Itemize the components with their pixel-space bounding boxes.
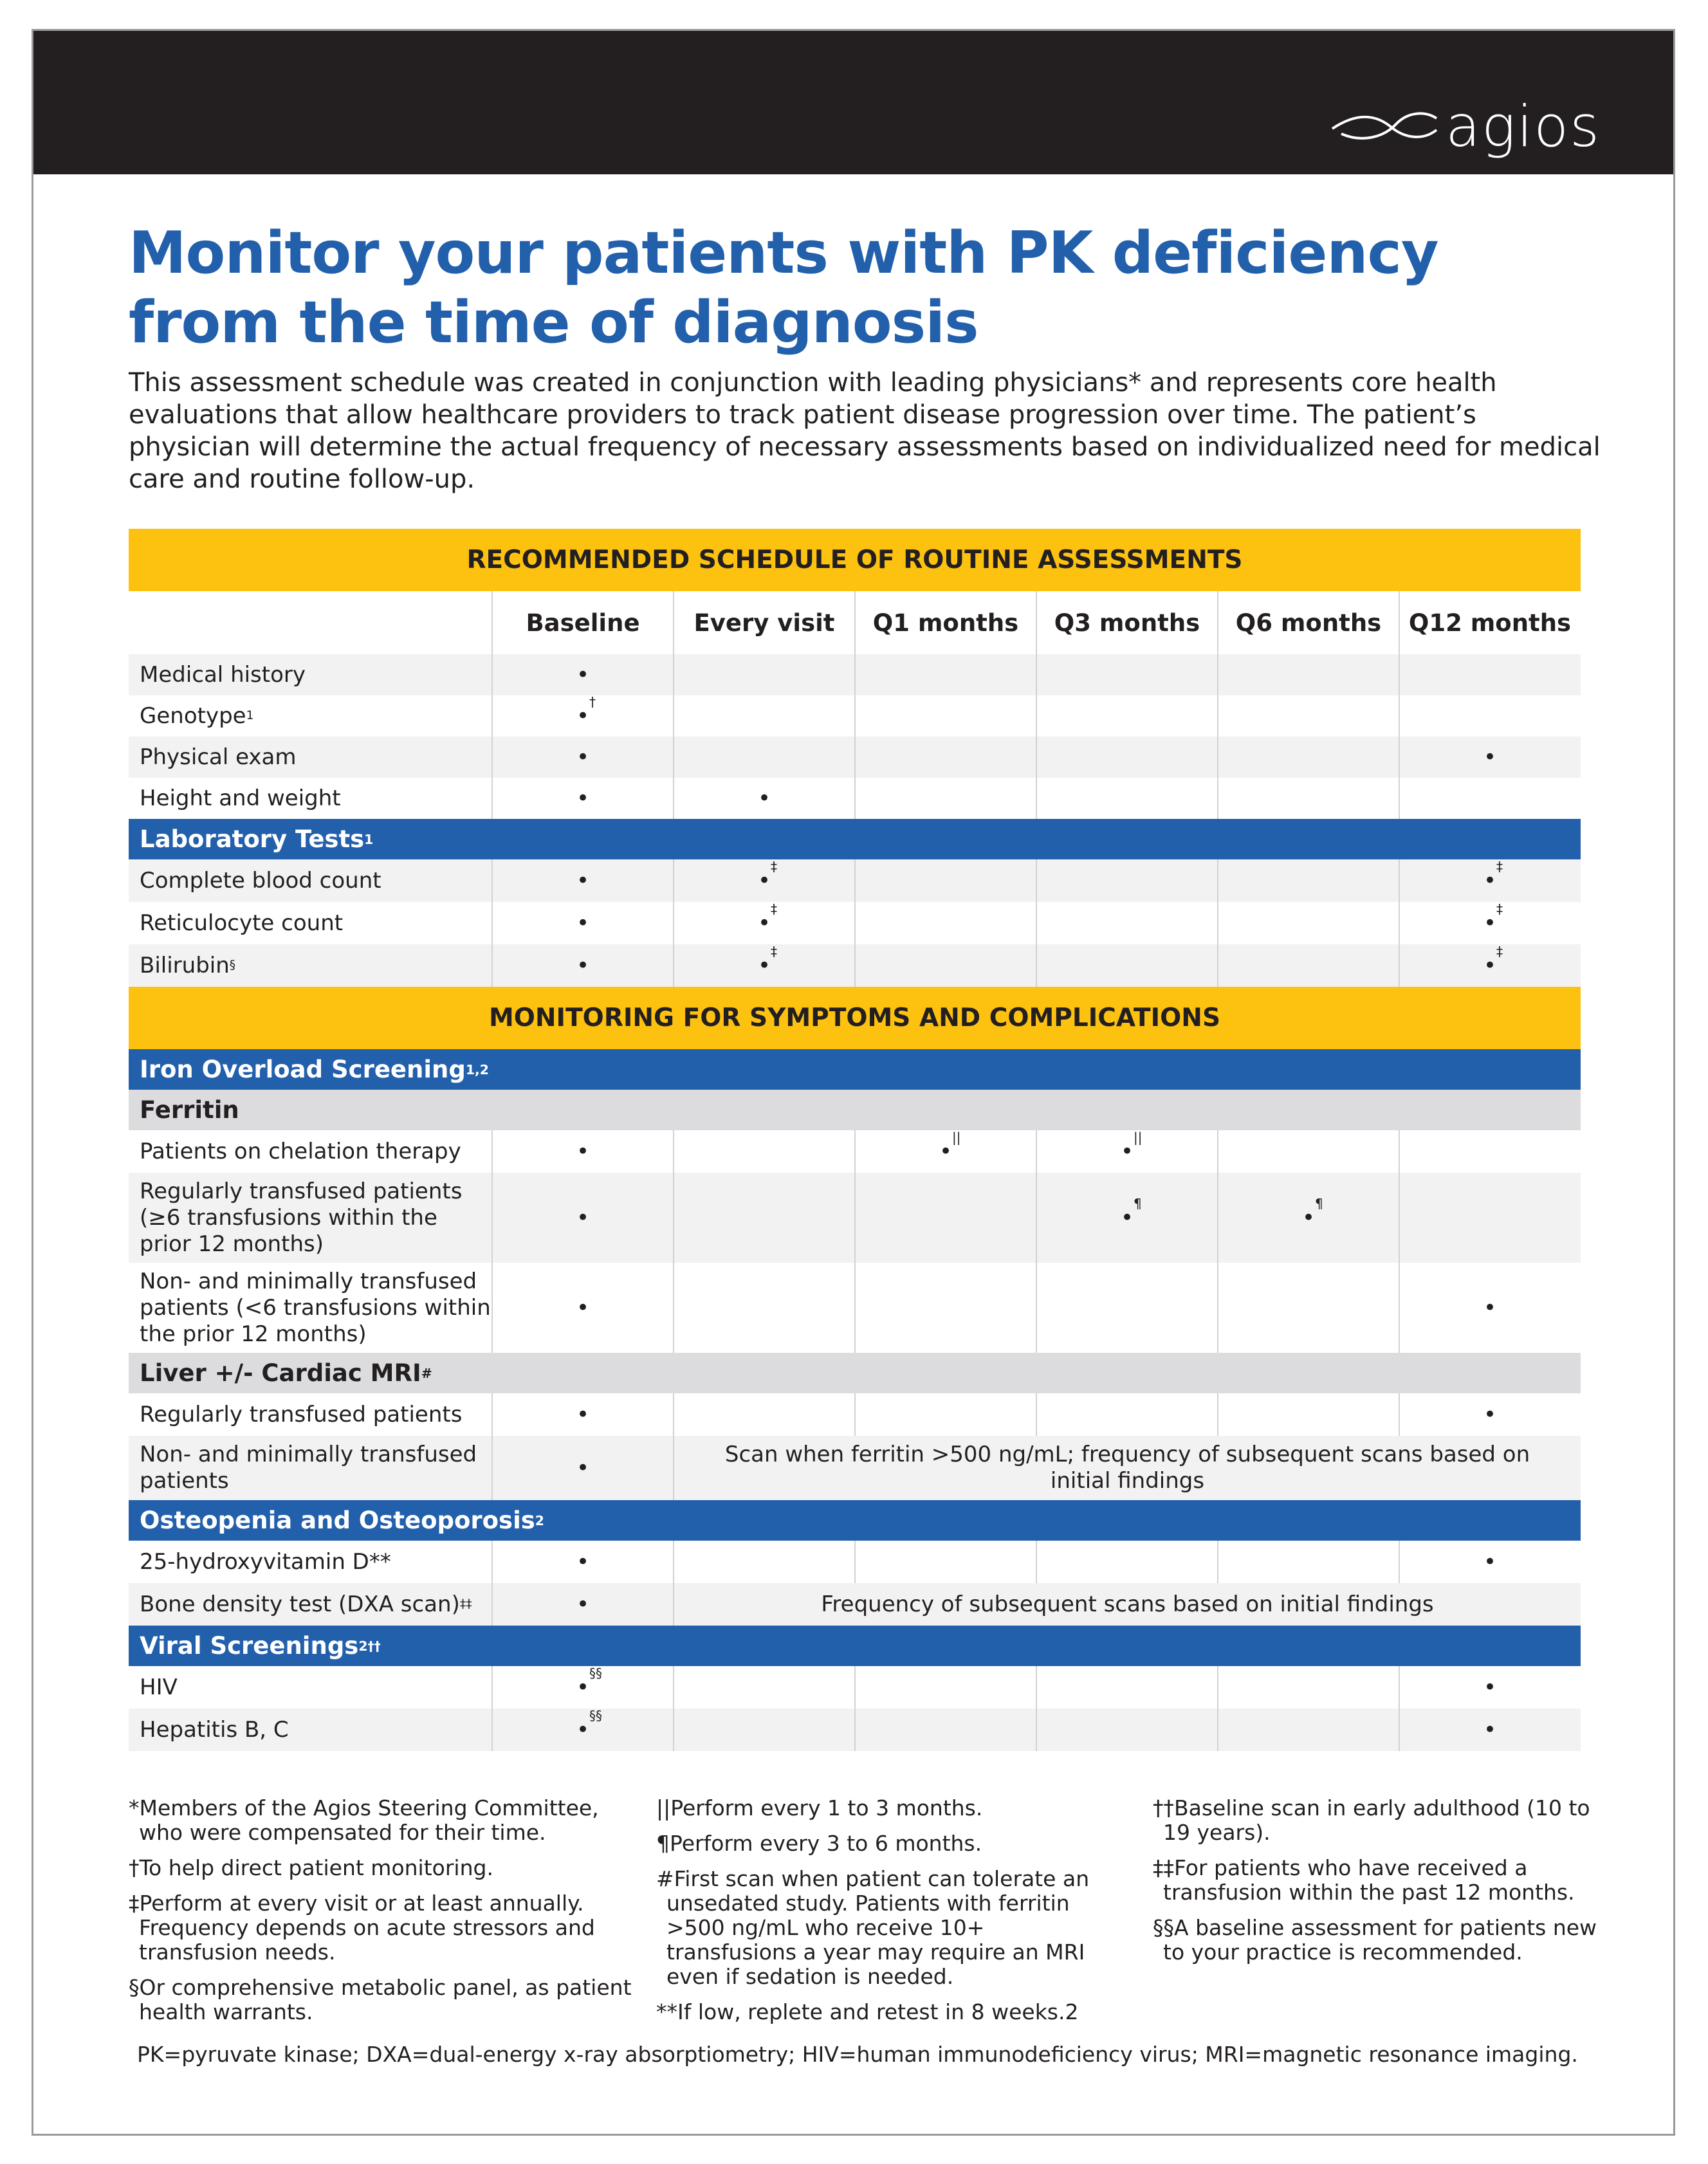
col-q12: Q12 months bbox=[1399, 591, 1580, 654]
check-dot: • ‡ bbox=[757, 859, 778, 894]
check-dot: • bbox=[1483, 1549, 1497, 1575]
check-dot: • bbox=[576, 1402, 590, 1427]
group-iron-overload: Iron Overload Screening 1,2 bbox=[129, 1049, 1581, 1090]
col-baseline: Baseline bbox=[491, 591, 673, 654]
col-q1: Q1 months bbox=[854, 591, 1036, 654]
table-row: Regularly transfused patients • • bbox=[129, 1393, 1581, 1436]
check-dot: • bbox=[576, 785, 590, 811]
footnote: #First scan when patient can tolerate an unsedated study. Patients with ferritin >500 ng/mL who receive 10+ transfusions a year may require an MRI even if sedation is needed. bbox=[656, 1866, 1090, 1989]
check-dot: • ‡ bbox=[757, 944, 778, 978]
check-dot: • bbox=[576, 1549, 590, 1575]
col-every-visit: Every visit bbox=[673, 591, 854, 654]
table-row: Non- and minimally transfused patients • Scan when ferritin >500 ng/mL; frequency of subsequent scans based on initial findings bbox=[129, 1436, 1581, 1500]
table-row: Regularly transfused patients (≥6 transfusions within the prior 12 months) • • ¶ • ¶ bbox=[129, 1173, 1581, 1263]
check-dot: • || bbox=[939, 1130, 961, 1164]
section-header: RECOMMENDED SCHEDULE OF ROUTINE ASSESSMENTS bbox=[129, 529, 1581, 591]
footnote: **If low, replete and retest in 8 weeks.2 bbox=[656, 1999, 1079, 2024]
page-title: Monitor your patients with PK deficiency from the time of diagnosis bbox=[129, 219, 1438, 356]
group-osteopenia: Osteopenia and Osteoporosis 2 bbox=[129, 1500, 1581, 1541]
check-dot: • ‡ bbox=[1483, 901, 1503, 936]
table-row: Reticulocyte count • • ‡ • ‡ bbox=[129, 902, 1581, 944]
check-dot: • bbox=[1483, 1674, 1497, 1700]
table-header-row bbox=[129, 591, 1581, 654]
section-header: MONITORING FOR SYMPTOMS AND COMPLICATIONS bbox=[129, 987, 1581, 1049]
check-dot: • §§ bbox=[576, 1708, 603, 1743]
check-dot: • §§ bbox=[576, 1665, 603, 1700]
col-q3: Q3 months bbox=[1036, 591, 1217, 654]
table-row: 25-hydroxyvitamin D** • • bbox=[129, 1541, 1581, 1583]
brand-name: agios bbox=[1446, 93, 1601, 160]
subgroup-ferritin: Ferritin bbox=[129, 1090, 1581, 1130]
check-dot: • † bbox=[576, 694, 596, 729]
check-dot: • || bbox=[1120, 1130, 1143, 1164]
intro-paragraph: This assessment schedule was created in conjunction with leading physicians* and represents core health evaluations that allow healthcare providers to track patient disease progression over time. The patient’s physician will determine the actual frequency of necessary assessments based on individualized need for medical care and routine follow-up. bbox=[129, 368, 1601, 494]
check-dot: • ‡ bbox=[1483, 859, 1503, 894]
check-dot: • bbox=[757, 785, 771, 811]
table-row: Genotype 1 • † bbox=[129, 695, 1581, 737]
check-dot: • ¶ bbox=[1120, 1196, 1142, 1231]
check-dot: • bbox=[1483, 744, 1497, 770]
table-row: Physical exam • • bbox=[129, 737, 1581, 778]
check-dot: • bbox=[576, 953, 590, 978]
footnotes-col-3 bbox=[1153, 1796, 1603, 1976]
table-row: HIV • §§ • bbox=[129, 1666, 1581, 1709]
header-blank bbox=[129, 591, 491, 654]
check-dot: • bbox=[576, 1205, 590, 1231]
dxa-frequency-note: Frequency of subsequent scans based on initial findings bbox=[673, 1583, 1581, 1626]
footnotes-col-2 bbox=[656, 1796, 1107, 2035]
footnote: §Or comprehensive metabolic panel, as patient health warrants. bbox=[129, 1975, 632, 2024]
check-dot: • bbox=[576, 662, 590, 688]
check-dot: • bbox=[576, 910, 590, 936]
table-row: Patients on chelation therapy • • || • || bbox=[129, 1130, 1581, 1173]
check-dot: • bbox=[1483, 1295, 1497, 1321]
footnote: ‡Perform at every visit or at least annually. Frequency depends on acute stressors and transfusion needs. bbox=[129, 1891, 595, 1965]
check-dot: • bbox=[576, 1455, 590, 1481]
group-viral-screenings: Viral Screenings 2†† bbox=[129, 1626, 1581, 1666]
footnote: ‡‡For patients who have received a transfusion within the past 12 months. bbox=[1153, 1855, 1575, 1905]
abbreviations: PK=pyruvate kinase; DXA=dual-energy x-ray absorptiometry; HIV=human immunodeficiency virus; MRI=magnetic resonance imaging. bbox=[137, 2042, 1578, 2067]
footnote: *Members of the Agios Steering Committee, who were compensated for their time. bbox=[129, 1795, 599, 1845]
check-dot: • ¶ bbox=[1301, 1196, 1323, 1231]
check-dot: • bbox=[576, 744, 590, 770]
footnote: †To help direct patient monitoring. bbox=[129, 1855, 493, 1880]
table-row: Non- and minimally transfused patients (<6 transfusions within the prior 12 months) • • bbox=[129, 1263, 1581, 1353]
check-dot: • bbox=[576, 1295, 590, 1321]
table-row: Medical history • bbox=[129, 654, 1581, 695]
table-row: Hepatitis B, C • §§ • bbox=[129, 1709, 1581, 1751]
col-q6: Q6 months bbox=[1217, 591, 1399, 654]
check-dot: • bbox=[576, 1139, 590, 1164]
table-row: Bone density test (DXA scan) ‡‡ • Frequency of subsequent scans based on initial findings bbox=[129, 1583, 1581, 1626]
table-row: Height and weight • • bbox=[129, 778, 1581, 819]
subgroup-mri: Liver +/- Cardiac MRI # bbox=[129, 1353, 1581, 1393]
table-row: Bilirubin § • • ‡ • ‡ bbox=[129, 944, 1581, 987]
footnote: ||Perform every 1 to 3 months. bbox=[656, 1795, 983, 1820]
footnotes-col-1 bbox=[129, 1796, 643, 2035]
check-dot: • ‡ bbox=[757, 901, 778, 936]
check-dot: • bbox=[1483, 1717, 1497, 1743]
group-laboratory-tests: Laboratory Tests 1 bbox=[129, 819, 1581, 859]
footnote: ¶Perform every 3 to 6 months. bbox=[656, 1831, 982, 1856]
table-row: Complete blood count • • ‡ • ‡ bbox=[129, 859, 1581, 902]
footnote: ††Baseline scan in early adulthood (10 to 19 years). bbox=[1153, 1795, 1590, 1845]
check-dot: • bbox=[1483, 1402, 1497, 1427]
footnote: §§A baseline assessment for patients new to your practice is recommended. bbox=[1153, 1915, 1597, 1965]
check-dot: • bbox=[576, 868, 590, 894]
check-dot: • ‡ bbox=[1483, 944, 1503, 978]
check-dot: • bbox=[576, 1591, 590, 1617]
assessment-schedule bbox=[129, 529, 1581, 1751]
mri-frequency-note: Scan when ferritin >500 ng/mL; frequency of subsequent scans based on initial findings bbox=[673, 1436, 1581, 1500]
